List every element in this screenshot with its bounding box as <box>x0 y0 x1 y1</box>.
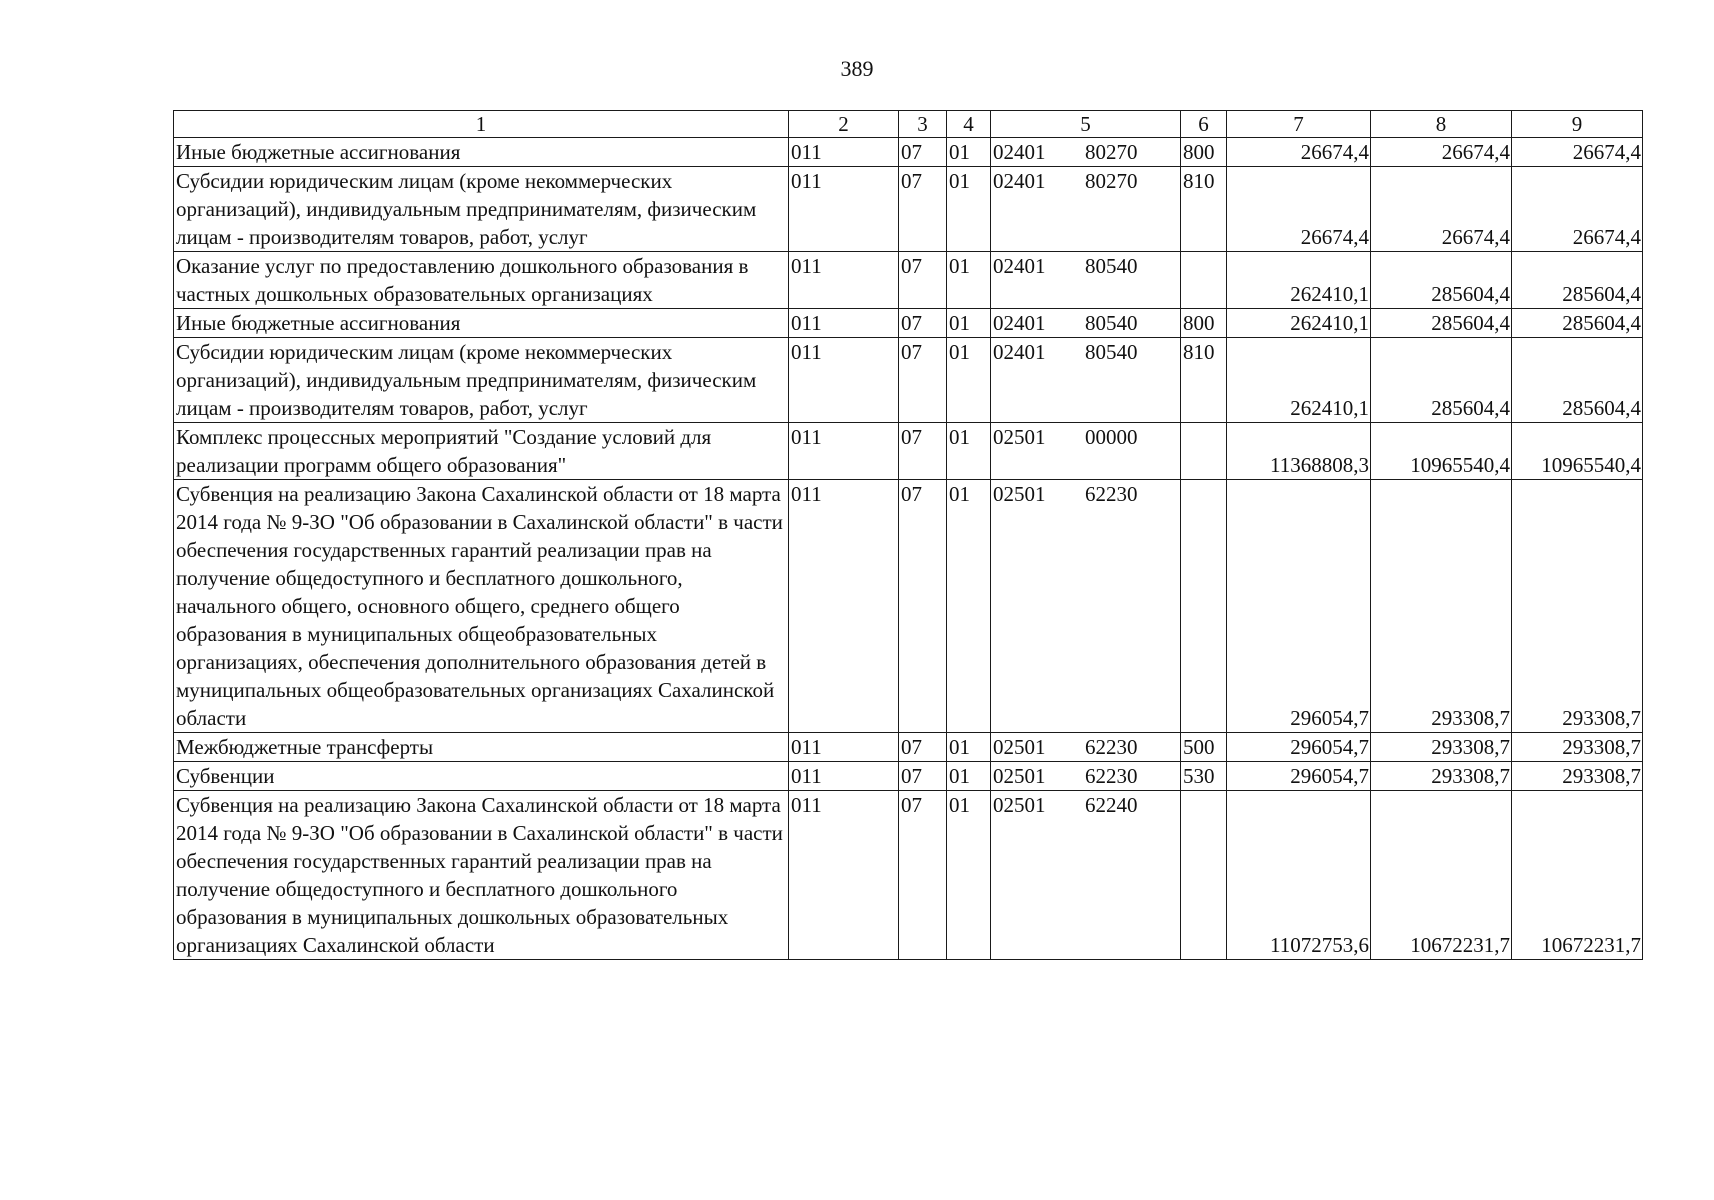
row-direction-code: 62230 <box>1085 482 1138 506</box>
row-amount-col8: 26674,4 <box>1371 138 1512 167</box>
row-expense-type-code <box>1181 423 1227 480</box>
row-target-article <box>991 252 1181 309</box>
table-row <box>174 762 1643 791</box>
row-name: Субвенции <box>174 762 789 791</box>
row-subsection-code: 01 <box>947 423 991 480</box>
table-body <box>174 138 1643 960</box>
row-amount-col9: 285604,4 <box>1512 338 1643 423</box>
header-col-7: 7 <box>1227 111 1371 138</box>
row-amount-col8: 293308,7 <box>1371 733 1512 762</box>
row-section-code: 07 <box>899 733 947 762</box>
row-ministry-code: 011 <box>789 480 899 733</box>
row-direction-code: 00000 <box>1085 425 1138 449</box>
row-subsection-code: 01 <box>947 762 991 791</box>
row-section-code: 07 <box>899 480 947 733</box>
row-amount-col8: 293308,7 <box>1371 762 1512 791</box>
row-amount-col7: 262410,1 <box>1227 252 1371 309</box>
row-expense-type-code: 800 <box>1181 309 1227 338</box>
row-direction-code: 80270 <box>1085 169 1138 193</box>
row-expense-type-code: 810 <box>1181 167 1227 252</box>
row-amount-col7: 262410,1 <box>1227 309 1371 338</box>
row-section-code: 07 <box>899 252 947 309</box>
row-amount-col8: 285604,4 <box>1371 252 1512 309</box>
table-row <box>174 733 1643 762</box>
row-direction-code: 80270 <box>1085 140 1138 164</box>
row-section-code: 07 <box>899 762 947 791</box>
row-direction-code: 80540 <box>1085 254 1138 278</box>
header-col-6: 6 <box>1181 111 1227 138</box>
row-amount-col8: 285604,4 <box>1371 338 1512 423</box>
row-name: Субсидии юридическим лицам (кроме некоммерческих организаций), индивидуальным предпринимателям, физическим лицам - производителям товаров, работ, услуг <box>174 338 789 423</box>
row-amount-col7: 26674,4 <box>1227 167 1371 252</box>
row-section-code: 07 <box>899 309 947 338</box>
row-expense-type-code <box>1181 252 1227 309</box>
header-col-8: 8 <box>1371 111 1512 138</box>
row-program-code: 02401 <box>993 254 1046 278</box>
row-section-code: 07 <box>899 167 947 252</box>
row-target-article <box>991 338 1181 423</box>
row-direction-code: 62230 <box>1085 735 1138 759</box>
row-amount-col9: 26674,4 <box>1512 138 1643 167</box>
row-name: Комплекс процессных мероприятий "Создание условий для реализации программ общего образования" <box>174 423 789 480</box>
header-col-2: 2 <box>789 111 899 138</box>
row-subsection-code: 01 <box>947 338 991 423</box>
row-program-code: 02501 <box>993 764 1046 788</box>
row-section-code: 07 <box>899 791 947 960</box>
row-direction-code: 62230 <box>1085 764 1138 788</box>
row-program-code: 02501 <box>993 793 1046 817</box>
row-amount-col8: 10965540,4 <box>1371 423 1512 480</box>
row-expense-type-code <box>1181 480 1227 733</box>
row-expense-type-code: 530 <box>1181 762 1227 791</box>
row-name: Иные бюджетные ассигнования <box>174 309 789 338</box>
row-amount-col9: 285604,4 <box>1512 309 1643 338</box>
row-target-article <box>991 167 1181 252</box>
table-header-row <box>174 111 1643 138</box>
row-section-code: 07 <box>899 338 947 423</box>
row-program-code: 02501 <box>993 425 1046 449</box>
row-target-article <box>991 138 1181 167</box>
row-amount-col9: 10965540,4 <box>1512 423 1643 480</box>
row-name: Субсидии юридическим лицам (кроме некоммерческих организаций), индивидуальным предпринимателям, физическим лицам - производителям товаров, работ, услуг <box>174 167 789 252</box>
row-program-code: 02501 <box>993 735 1046 759</box>
row-amount-col8: 285604,4 <box>1371 309 1512 338</box>
row-amount-col9: 285604,4 <box>1512 252 1643 309</box>
budget-table <box>173 110 1643 960</box>
row-target-article <box>991 423 1181 480</box>
row-amount-col7: 296054,7 <box>1227 733 1371 762</box>
row-expense-type-code: 800 <box>1181 138 1227 167</box>
row-subsection-code: 01 <box>947 309 991 338</box>
row-amount-col7: 296054,7 <box>1227 762 1371 791</box>
row-subsection-code: 01 <box>947 167 991 252</box>
row-ministry-code: 011 <box>789 252 899 309</box>
row-direction-code: 62240 <box>1085 793 1138 817</box>
row-amount-col9: 293308,7 <box>1512 733 1643 762</box>
row-amount-col8: 10672231,7 <box>1371 791 1512 960</box>
row-section-code: 07 <box>899 423 947 480</box>
row-amount-col8: 293308,7 <box>1371 480 1512 733</box>
row-amount-col8: 26674,4 <box>1371 167 1512 252</box>
row-ministry-code: 011 <box>789 762 899 791</box>
table-row <box>174 309 1643 338</box>
table-row <box>174 423 1643 480</box>
table-row <box>174 167 1643 252</box>
header-col-1: 1 <box>174 111 789 138</box>
row-program-code: 02401 <box>993 340 1046 364</box>
row-direction-code: 80540 <box>1085 340 1138 364</box>
row-amount-col9: 10672231,7 <box>1512 791 1643 960</box>
row-name: Субвенция на реализацию Закона Сахалинской области от 18 марта 2014 года № 9-ЗО "Об образовании в Сахалинской области" в части обеспечения государственных гарантий реализации прав на получение общедоступного и бесплатного дошкольного, начального общего, основного общего, среднего общего образования в муниципальных общеобразовательных организациях, обеспечения дополнительного образования детей в муниципальных общеобразовательных организациях Сахалинской области <box>174 480 789 733</box>
row-ministry-code: 011 <box>789 733 899 762</box>
header-col-3: 3 <box>899 111 947 138</box>
row-expense-type-code <box>1181 791 1227 960</box>
row-subsection-code: 01 <box>947 480 991 733</box>
row-program-code: 02401 <box>993 311 1046 335</box>
row-program-code: 02501 <box>993 482 1046 506</box>
row-amount-col7: 296054,7 <box>1227 480 1371 733</box>
page-number: 389 <box>840 56 874 81</box>
header-col-9: 9 <box>1512 111 1643 138</box>
table-row <box>174 138 1643 167</box>
header-col-5: 5 <box>991 111 1181 138</box>
row-name: Иные бюджетные ассигнования <box>174 138 789 167</box>
row-program-code: 02401 <box>993 169 1046 193</box>
header-col-4: 4 <box>947 111 991 138</box>
row-amount-col7: 26674,4 <box>1227 138 1371 167</box>
row-name: Субвенция на реализацию Закона Сахалинской области от 18 марта 2014 года № 9-ЗО "Об образовании в Сахалинской области" в части обеспечения государственных гарантий реализации прав на получение общедоступного и бесплатного дошкольного образования в муниципальных дошкольных образовательных организациях Сахалинской области <box>174 791 789 960</box>
row-amount-col9: 293308,7 <box>1512 480 1643 733</box>
table-row <box>174 338 1643 423</box>
row-name: Оказание услуг по предоставлению дошкольного образования в частных дошкольных образовательных организациях <box>174 252 789 309</box>
row-amount-col7: 11072753,6 <box>1227 791 1371 960</box>
row-ministry-code: 011 <box>789 138 899 167</box>
row-expense-type-code: 500 <box>1181 733 1227 762</box>
table-row <box>174 791 1643 960</box>
row-amount-col7: 11368808,3 <box>1227 423 1371 480</box>
row-direction-code: 80540 <box>1085 311 1138 335</box>
table-row <box>174 480 1643 733</box>
row-ministry-code: 011 <box>789 167 899 252</box>
row-ministry-code: 011 <box>789 309 899 338</box>
row-ministry-code: 011 <box>789 338 899 423</box>
row-ministry-code: 011 <box>789 423 899 480</box>
row-subsection-code: 01 <box>947 138 991 167</box>
row-amount-col9: 26674,4 <box>1512 167 1643 252</box>
row-program-code: 02401 <box>993 140 1046 164</box>
row-subsection-code: 01 <box>947 252 991 309</box>
row-amount-col9: 293308,7 <box>1512 762 1643 791</box>
row-target-article <box>991 480 1181 733</box>
row-expense-type-code: 810 <box>1181 338 1227 423</box>
row-target-article <box>991 733 1181 762</box>
row-section-code: 07 <box>899 138 947 167</box>
row-subsection-code: 01 <box>947 733 991 762</box>
row-target-article <box>991 762 1181 791</box>
row-subsection-code: 01 <box>947 791 991 960</box>
row-amount-col7: 262410,1 <box>1227 338 1371 423</box>
row-target-article <box>991 791 1181 960</box>
table-row <box>174 252 1643 309</box>
row-ministry-code: 011 <box>789 791 899 960</box>
row-target-article <box>991 309 1181 338</box>
row-name: Межбюджетные трансферты <box>174 733 789 762</box>
